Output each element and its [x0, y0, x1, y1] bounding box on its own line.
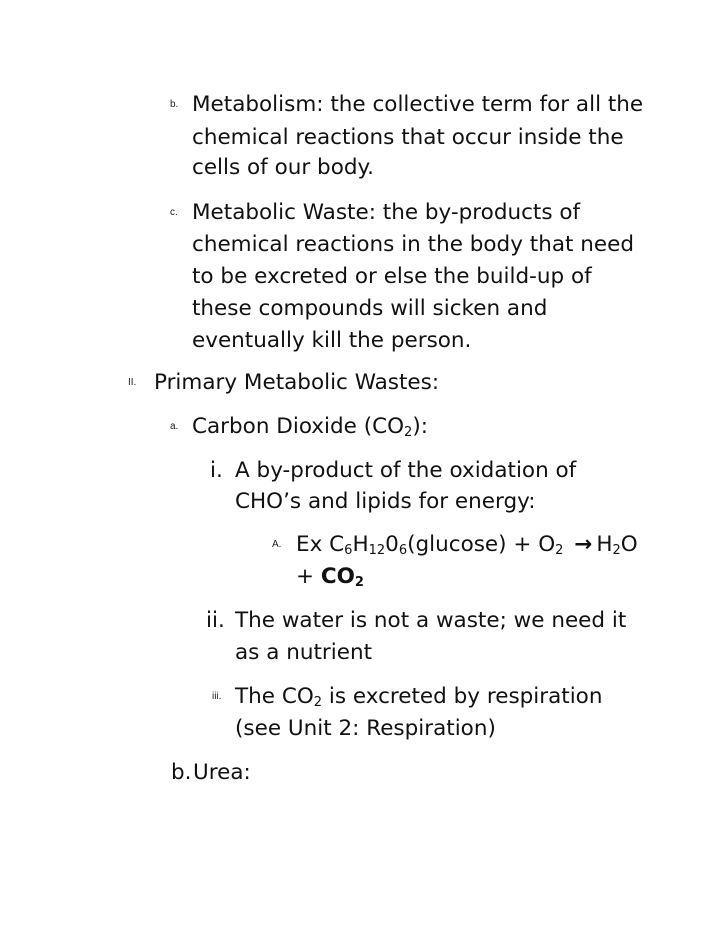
oxidation-line-2: CHO’s and lipids for energy:: [235, 489, 536, 514]
metabolic-waste-line-4: these compounds will sicken and: [192, 296, 548, 321]
list-marker-i: i.: [210, 458, 223, 483]
water-line-2: as a nutrient: [235, 640, 372, 665]
list-marker-b: b.: [170, 99, 179, 110]
list-marker-a: a.: [170, 421, 179, 432]
list-marker-A: A.: [272, 539, 282, 550]
co2-excretion-line-2: (see Unit 2: Respiration): [235, 716, 496, 741]
metabolic-waste-line-5: eventually kill the person.: [192, 328, 472, 353]
section-heading-primary-wastes: Primary Metabolic Wastes:: [154, 370, 440, 395]
list-marker-iii: iii.: [212, 691, 222, 702]
list-marker-ii: ii.: [206, 608, 225, 633]
metabolic-waste-line-1: Metabolic Waste: the by-products of: [192, 200, 581, 225]
metabolism-line-2: chemical reactions that occur inside the: [192, 125, 624, 150]
metabolic-waste-line-3: to be excreted or else the build-up of: [192, 264, 592, 289]
respiration-equation-line-2: + $CO_2$: [296, 564, 364, 590]
oxidation-line-1: A by-product of the oxidation of: [235, 458, 577, 483]
list-marker-b-urea: b.: [171, 760, 192, 785]
urea-heading: Urea:: [193, 760, 251, 785]
metabolism-line-1: Metabolism: the collective term for all the: [192, 92, 644, 117]
water-line-1: The water is not a waste; we need it: [235, 608, 627, 633]
metabolism-line-3: cells of our body.: [192, 155, 374, 180]
metabolic-waste-line-2: chemical reactions in the body that need: [192, 232, 634, 257]
co2-excretion-line-1: The $CO_2$ is excreted by respiration: [235, 684, 603, 710]
respiration-equation-line-1: Ex $C_6H_{12}0_6(glucose) + O_2 \to H_2O$: [296, 532, 638, 558]
list-marker-II: II.: [128, 377, 137, 388]
list-marker-c: c.: [170, 207, 178, 218]
arrow-right-icon: →: [574, 532, 593, 557]
carbon-dioxide-heading: Carbon Dioxide $(CO_2)$:: [192, 414, 428, 440]
